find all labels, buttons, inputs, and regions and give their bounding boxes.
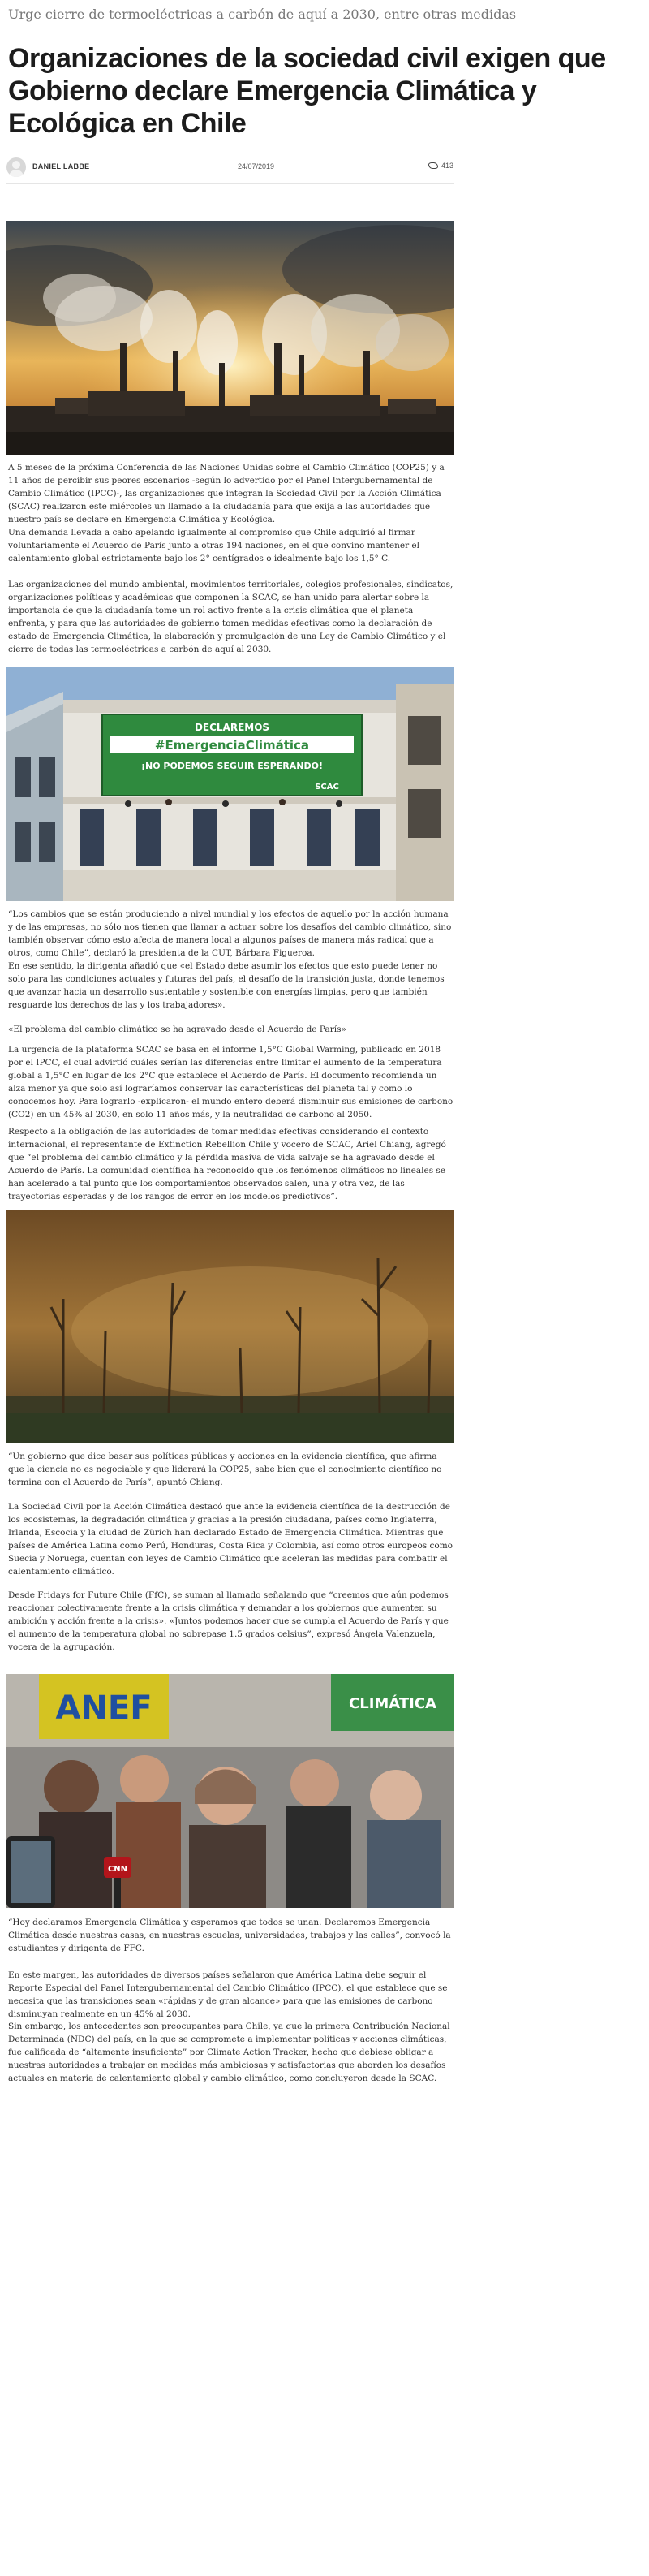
paragraph-3: Las organizaciones del mundo ambiental, movimientos territoriales, colegios profesionales, sindicatos, organizaciones políticas y académicas que componen la SCAC, se han unido para alertar sobre la importancia de que la ciudadanía tome un rol activo frente a la crisis climática que el planeta enfrenta, y para que las autoridades de gobierno tomen medidas efectivas como la declaración de estado de Emergencia Climática, la elaboración y promulgación de una Ley de Cambio Climático y el cierre de todas las termoeléctricas a carbón de aquí al 2030. <box>8 580 453 654</box>
paragraph-13: En este margen, las autoridades de diversos países señalaron que América Latina debe seguir el Reporte Especial del Panel Intergubernamental del Cambio Climático (IPCC), el que establece que se necesita que las transiciones sean «rápidas y de gran alcance» para que las emisiones de carbono disminuyan realmente en un 45% al 2030. <box>8 1970 448 2019</box>
view-count-value: 413 <box>441 162 454 170</box>
paragraph-4: “Los cambios que se están produciendo a nivel mundial y los efectos de aquello por la acción humana y de las empresas, no sólo nos tienen que llamar a actuar sobre los desafíos del cambio climático, sino también observar cómo esto afecta de manera local a algunos países de manera más radical que a otros, como Chile”, declaró la presidenta de la CUT, Bárbara Figueroa. <box>8 909 452 958</box>
sign-anef: ANEF <box>55 1689 153 1727</box>
article-image-power-plant <box>6 221 454 455</box>
paragraph-2: Una demanda llevada a cabo apelando igualmente al compromiso que Chile adquirió al firmar voluntariamente el Acuerdo de París junto a otras 194 naciones, en el que convino mantener el calentamiento global estrictamente bajo los 2° centígrados o idealmente bajo los 1,5° C. <box>8 528 419 563</box>
paragraph-9: “Un gobierno que dice basar sus políticas públicas y acciones en la evidencia científica, que afirma que la ciencia no es negociable y que liderará la COP25, sabe bien que el conocimiento científico no termina con el Acuerdo de París”, apuntó Chiang. <box>8 1452 442 1487</box>
banner-text-slogan: ¡NO PODEMOS SEGUIR ESPERANDO! <box>140 761 324 771</box>
paragraph-1: A 5 meses de la próxima Conferencia de las Naciones Unidas sobre el Cambio Climático (COP25) y a 11 años de percibir sus peores escenarios -según lo advertido por el Panel Intergubernamental de Cambio Climático (IPCC)-, las organizaciones que integran la Sociedad Civil por la Acción Climática (SCAC) realizaron este miércoles un llamado a la ciudadanía para que exija a las autoridades que nuestro país se declare en Emergencia Climática y Ecológica. <box>8 463 445 524</box>
paragraph-12: “Hoy declaramos Emergencia Climática y esperamos que todos se unan. Declaremos Emergencia Climática desde nuestras casas, en nuestras escuelas, universidades, trabajos y las calles”, convocó la estudiantes y dirigenta de FFC. <box>8 1918 451 1953</box>
article-subtitle: Urge cierre de termoeléctricas a carbón de aquí a 2030, entre otras medidas <box>8 6 517 22</box>
banner-text-hashtag: #EmergenciaClimática <box>154 738 310 753</box>
paragraph-8: Respecto a la obligación de las autoridades de tomar medidas efectivas considerando el contexto internacional, el representante de Extinction Rebellion Chile y vocero de SCAC, Ariel Chiang, agregó que “el problema del cambio climático y la pérdida masiva de vida salvaje se ha agravado desde el Acuerdo de París. La comunidad científica ha reconocido que los fenómenos climáticos no lineales se han acelerado a tal punto que los comportamientos observados salen, una y otra vez, de las trayectorias esperadas y de los rangos de error en los modelos predictivos”. <box>8 1127 446 1202</box>
paragraph-14: Sin embargo, los antecedentes son preocupantes para Chile, ya que la primera Contribución Nacional Determinada (NDC) del país, en la que se compromete a implementar políticas y acciones climáticas, fue calificada de “altamente insuficiente” por Climate Action Tracker, hecho que debiese obligar a nuestras autoridades a trabajar en medidas más ambiciosas y satisfactorias que aborden los desafíos actuales en materia de calentamiento global y cambio climático, como concluyeron desde la SCAC. <box>8 2022 450 2083</box>
banner-text-top: DECLAREMOS <box>194 722 270 733</box>
paragraph-11: Desde Fridays for Future Chile (FfC), se suman al llamado señalando que “creemos que aún podemos reaccionar colectivamente frente a la crisis climática y demandar a los gobiernos que aumenten su ambición y acción frente a la crisis». «Juntos podemos hacer que se cumpla el Acuerdo de París y que el aumento de la temperatura global no sobrepase 1.5 grados celsius”, expresó Ángela Valenzuela, vocera de la agrupación. <box>8 1590 449 1652</box>
article-image-banner-building <box>6 667 454 901</box>
paragraph-6: «El problema del cambio climático se ha agravado desde el Acuerdo de París» <box>8 1025 346 1034</box>
power-plant-illustration <box>6 221 454 455</box>
banner-building-illustration <box>6 667 454 901</box>
avatar[interactable] <box>6 157 26 177</box>
burned-forest-illustration <box>6 1210 454 1443</box>
article-image-burned-forest <box>6 1210 454 1443</box>
banner-text-logo: SCAC <box>315 783 339 792</box>
press-conference-illustration <box>6 1674 454 1908</box>
view-count <box>428 162 453 170</box>
publish-date: 24/07/2019 <box>238 162 275 170</box>
mic-label: CNN <box>107 1865 128 1874</box>
eye-icon <box>428 162 438 169</box>
author-name[interactable]: DANIEL LABBE <box>32 162 90 170</box>
article-title: Organizaciones de la sociedad civil exigen que Gobierno declare Emergencia Climática y Ecológica en Chile <box>8 43 606 139</box>
paragraph-5: En ese sentido, la dirigenta añadió que «el Estado debe asumir los efectos que esto puede tener no solo para las condiciones actuales y futuras del país, el desafío de la transición justa, donde tenemos que avanzar hacia un desarrollo sustentable y sostenible con energías limpias, pero que también resguarde los derechos de las y los trabajadores». <box>8 961 445 1010</box>
sign-climatica: CLIMÁTICA <box>349 1695 436 1712</box>
paragraph-10: La Sociedad Civil por la Acción Climática destacó que ante la evidencia científica de la destrucción de los ecosistemas, la degradación climática y gracias a la presión ciudadana, países como Inglaterra, Irlanda, Escocia y la ciudad de Zürich han declarado Estado de Emergencia Climática. Mientras que países de América Latina como Perú, Honduras, Costa Rica y Colombia, así como otros europeos como Suecia y Noruega, cuentan con leyes de Cambio Climático que aceleran las medidas para combatir el calentamiento climático. <box>8 1502 453 1577</box>
article-meta <box>6 154 454 184</box>
paragraph-7: La urgencia de la plataforma SCAC se basa en el informe 1,5°C Global Warming, publicado en 2018 por el IPCC, el cual advirtió cuáles serían las diferencias entre limitar el aumento de la temperatura global a 1,5°C en lugar de los 2°C que establece el Acuerdo de París. El documento recomienda un alza menor ya que solo así lograríamos conservar las características del planeta tal y como lo conocemos hoy. Para lograrlo -explicaron- el mundo entero deberá disminuir sus emisiones de carbono (CO2) en un 45% al 2030, en solo 11 años más, y la neutralidad de carbono al 2050. <box>8 1045 453 1120</box>
article-image-press-conference <box>6 1674 454 1908</box>
